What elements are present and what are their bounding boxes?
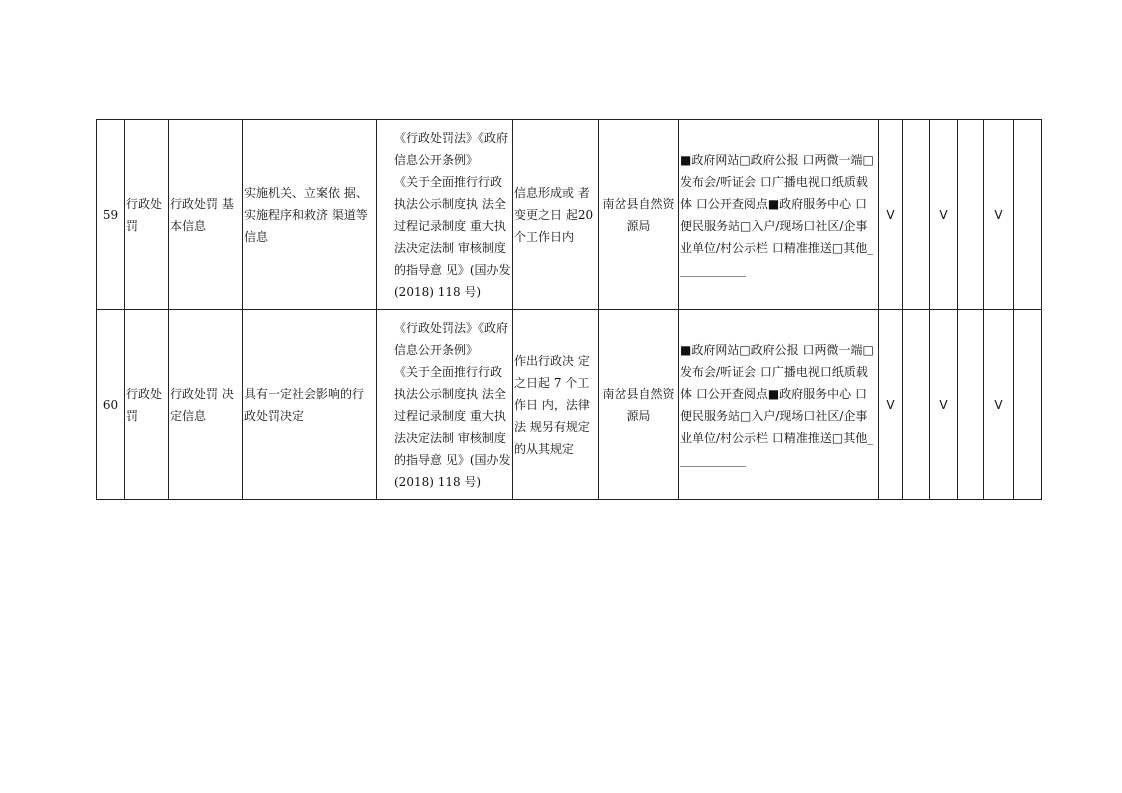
basis-cell — [377, 120, 513, 310]
row-number: 60 — [97, 310, 125, 500]
content-cell: 具有一定社会影响的行政处罚决定 — [243, 310, 377, 500]
table-row — [97, 120, 1042, 310]
item-cell: 行政处罚 决定信息 — [169, 310, 243, 500]
mark-cell — [958, 120, 984, 310]
mark-cell: V — [930, 310, 958, 500]
basis-line: 《关于全面推行行政执法公示制度执 法全过程记录制度 重大执法决定法制 审核制度的指导意 见》(国办发(2018) 118 号) — [394, 174, 511, 299]
mark-cell: V — [984, 120, 1014, 310]
mark-cell: V — [879, 310, 903, 500]
content-cell: 实施机关、立案依 据、实施程序和救济 渠道等信息 — [243, 120, 377, 310]
subject-cell: 南岔县自然资源局 — [599, 310, 679, 500]
item-cell: 行政处罚 基本信息 — [169, 120, 243, 310]
mark-cell — [1014, 120, 1042, 310]
mark-cell — [1014, 310, 1042, 500]
mark-cell — [903, 120, 930, 310]
time-limit-cell: 作出行政决 定之日起 7 个工作日 内，法律法 规另有规定的从其规定 — [513, 310, 599, 500]
subject-cell: 南岔县自然资源局 — [599, 120, 679, 310]
channels-cell: ■政府网站□政府公报 口两微一端□发布会/听证会 口广播电视口纸质载体 口公开查阅点■政府服务中心 口便民服务站□入户/现场口社区/企事业单位/村公示栏 口精准推送□其他____________ — [679, 310, 879, 500]
category-cell: 行政处罚 — [125, 310, 169, 500]
table-row — [97, 310, 1042, 500]
disclosure-table — [96, 119, 1042, 500]
mark-cell: V — [879, 120, 903, 310]
mark-cell — [903, 310, 930, 500]
mark-cell: V — [984, 310, 1014, 500]
basis-line: 《关于全面推行行政执法公示制度执 法全过程记录制度 重大执法决定法制 审核制度的指导意 见》(国办发(2018) 118 号) — [394, 364, 511, 489]
category-cell: 行政处罚 — [125, 120, 169, 310]
basis-line: 《行政处罚法》《政府信息公开条例》 — [394, 130, 509, 167]
basis-cell — [377, 310, 513, 500]
row-number: 59 — [97, 120, 125, 310]
basis-line: 《行政处罚法》《政府信息公开条例》 — [394, 320, 509, 357]
mark-cell — [958, 310, 984, 500]
channels-cell: ■政府网站□政府公报 口两微一端□发布会/听证会 口广播电视口纸质载体 口公开查阅点■政府服务中心 口便民服务站□入户/现场口社区/企事业单位/村公示栏 口精准推送□其他____________ — [679, 120, 879, 310]
mark-cell: V — [930, 120, 958, 310]
time-limit-cell: 信息形成或 者变更之日 起20个工作日内 — [513, 120, 599, 310]
